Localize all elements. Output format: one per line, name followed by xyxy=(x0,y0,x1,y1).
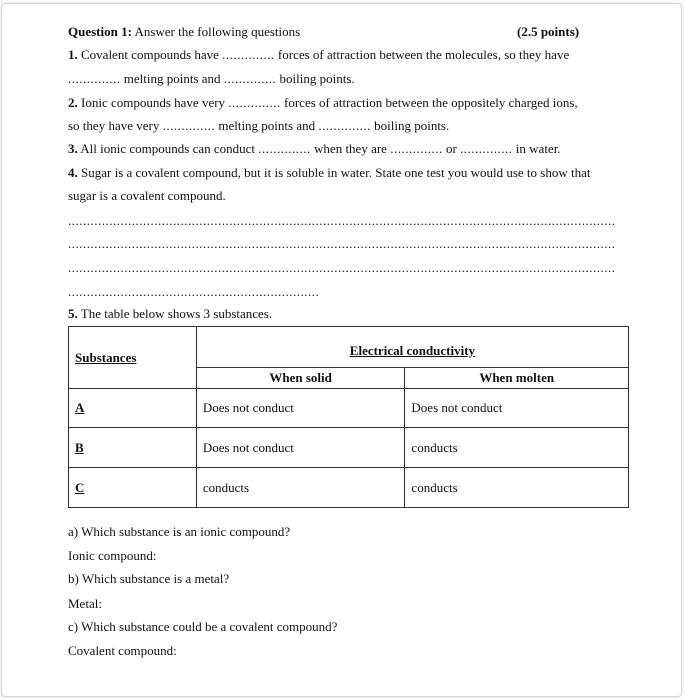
q3-blank3: .............. xyxy=(460,141,513,156)
answer-line-3[interactable]: .................................................................................................................................................. xyxy=(68,260,616,275)
answer-line-4[interactable]: ................................................................... xyxy=(68,284,320,299)
subq-a-label: Ionic compound: xyxy=(68,548,157,563)
question-instruction: Answer the following questions xyxy=(131,24,301,39)
table-row xyxy=(69,428,629,468)
substances-header-cell xyxy=(69,327,197,389)
question-heading xyxy=(68,24,300,40)
q3-line: 3. All ionic compounds can conduct .............. when they are .............. or .............. in water. xyxy=(68,141,561,156)
molten-cell: conducts xyxy=(405,468,629,508)
q2-line1: 2. Ionic compounds have very .............. forces of attraction between the oppositely charged ions, xyxy=(68,95,578,110)
q4-line2: sugar is a covalent compound. xyxy=(68,188,226,203)
solid-cell: Does not conduct xyxy=(196,428,405,468)
q3-blank2: .............. xyxy=(390,141,443,156)
q1-line2: .............. melting points and .............. boiling points. xyxy=(68,71,355,86)
molten-cell: conducts xyxy=(405,428,629,468)
subq-c: c) Which substance could be a covalent compound? xyxy=(68,619,338,634)
conductivity-header: Electrical conductivity xyxy=(349,343,476,358)
q2-line2: so they have very .............. melting points and .............. boiling points. xyxy=(68,118,450,133)
subq-b-label: Metal: xyxy=(68,596,102,611)
answer-line-1[interactable]: .................................................................................................................................................. xyxy=(68,213,616,228)
solid-header: When solid xyxy=(269,370,332,385)
q1-blank2: .............. xyxy=(68,71,121,86)
q4-line1: 4. Sugar is a covalent compound, but it is soluble in water. State one test you would use to show that xyxy=(68,165,591,180)
subq-b: b) Which substance is a metal? xyxy=(68,571,230,586)
table-row xyxy=(69,468,629,508)
substance-name: A xyxy=(75,400,85,415)
subq-a: a) Which substance is an ionic compound? xyxy=(68,524,291,539)
solid-header-cell xyxy=(196,368,405,389)
conductivity-header-cell xyxy=(196,327,628,368)
substances-table xyxy=(68,326,629,508)
solid-cell: Does not conduct xyxy=(196,389,405,428)
substance-name: C xyxy=(75,479,85,495)
substances-header: Substances xyxy=(75,349,137,365)
q3-blank1: .............. xyxy=(258,141,311,156)
molten-header: When molten xyxy=(479,370,555,385)
q2-blank2: .............. xyxy=(162,118,216,133)
question-label: Question 1: xyxy=(68,24,132,39)
subq-c-label: Covalent compound: xyxy=(68,643,177,658)
q1-blank1: .............. xyxy=(222,47,275,62)
molten-header-cell xyxy=(405,368,629,389)
substance-name: B xyxy=(75,439,84,455)
points-label: (2.5 points) xyxy=(517,24,580,39)
q2-blank1: .............. xyxy=(228,95,281,110)
solid-cell: conducts xyxy=(196,468,405,508)
molten-cell: Does not conduct xyxy=(405,389,629,428)
q5-line: 5. The table below shows 3 substances. xyxy=(68,306,273,321)
q1-blank3: .............. xyxy=(223,71,277,86)
table-row xyxy=(69,389,629,428)
q2-blank3: .............. xyxy=(318,118,371,133)
table-header-row xyxy=(69,327,629,368)
answer-line-2[interactable]: .................................................................................................................................................. xyxy=(68,236,616,251)
q1-line1: 1. Covalent compounds have .............. forces of attraction between the molecules, so they have xyxy=(68,47,570,62)
